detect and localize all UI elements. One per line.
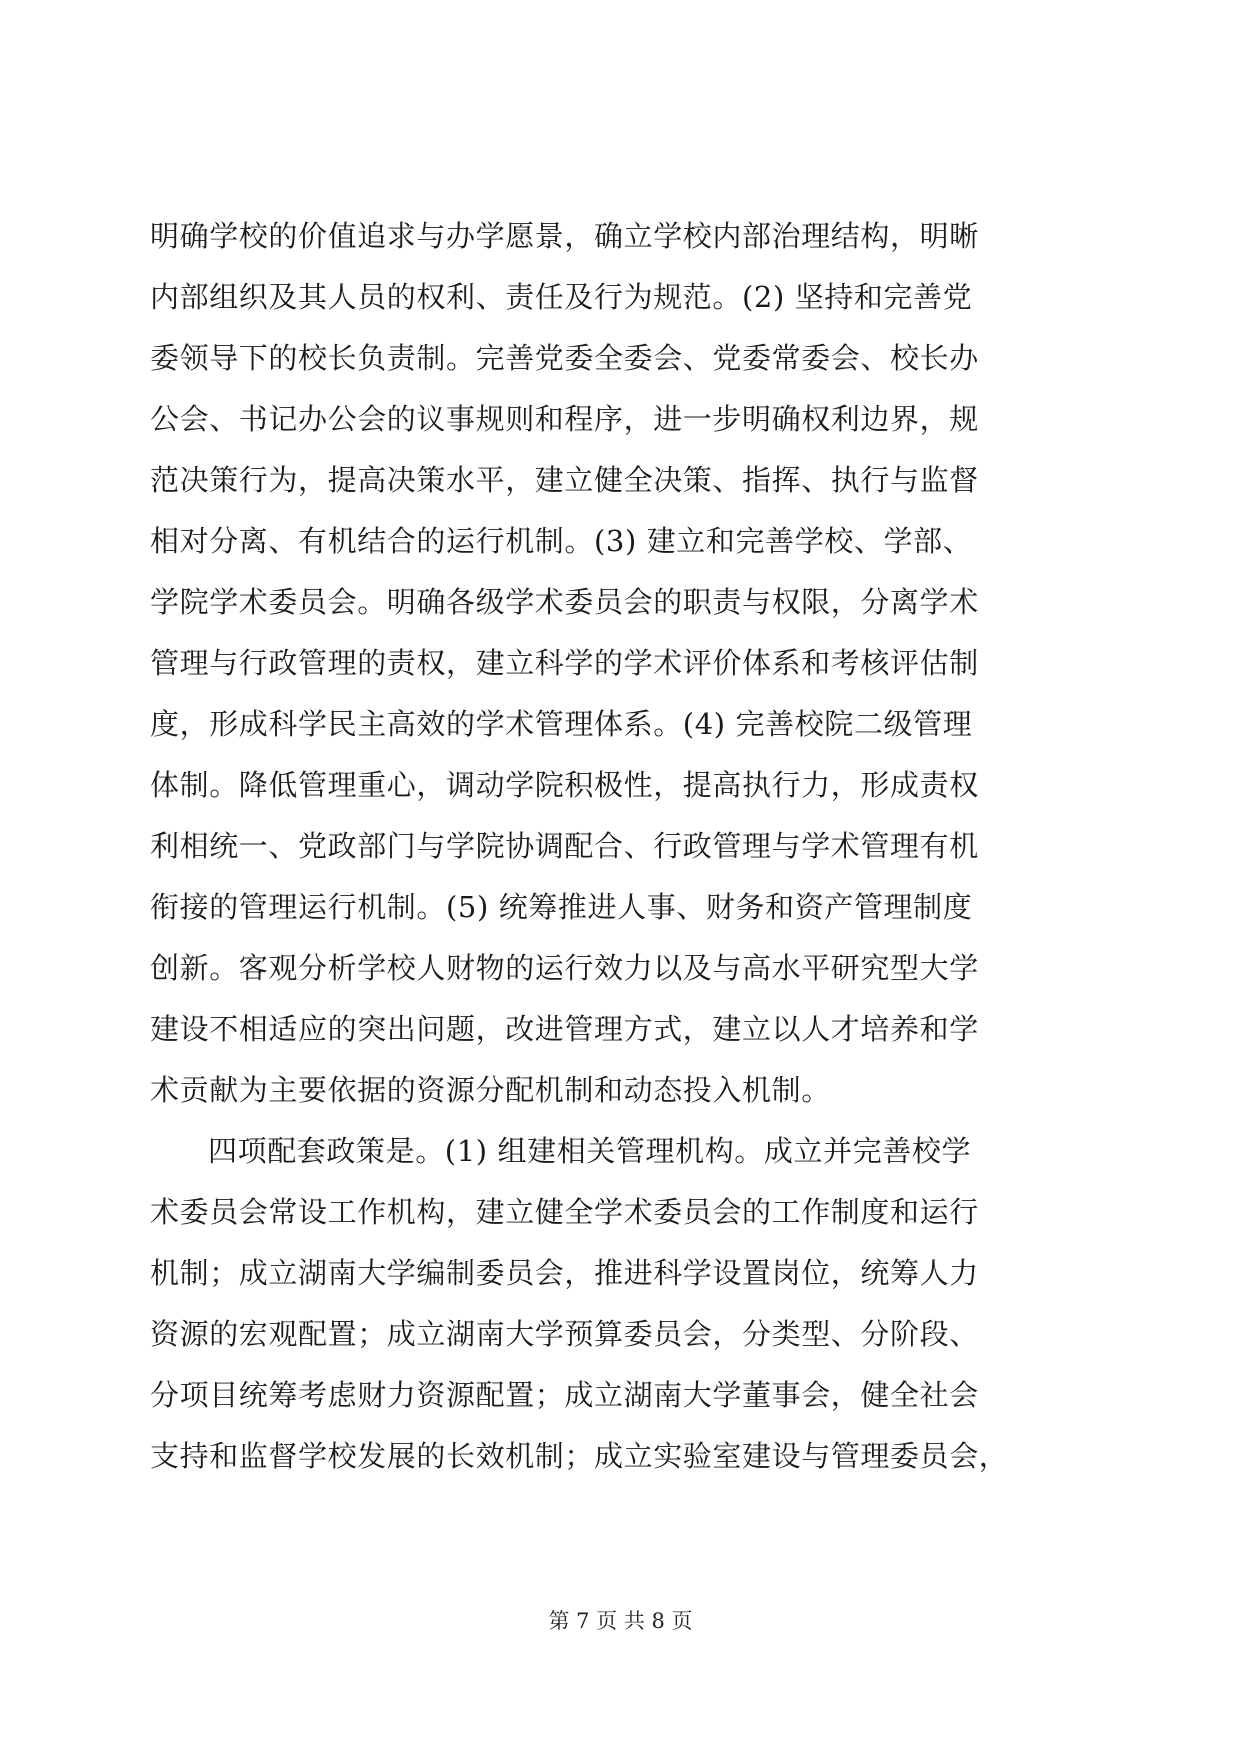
text-line: 内部组织及其人员的权利、责任及行为规范。(2) 坚持和完善党 xyxy=(150,280,973,314)
text-line: 支持和监督学校发展的长效机制；成立实验室建设与管理委员会， xyxy=(150,1439,1009,1473)
text-line: 创新。客观分析学校人财物的运行效力以及与高水平研究型大学 xyxy=(150,951,979,985)
text-line: 委领导下的校长负责制。完善党委全委会、党委常委会、校长办 xyxy=(150,341,979,375)
text-line: 资源的宏观配置；成立湖南大学预算委员会，分类型、分阶段、 xyxy=(150,1317,979,1351)
paragraph-start-line: 四项配套政策是。(1) 组建相关管理机构。成立并完善校学 xyxy=(208,1134,972,1168)
text-line: 体制。降低管理重心，调动学院积极性，提高执行力，形成责权 xyxy=(150,768,979,802)
text-line: 相对分离、有机结合的运行机制。(3) 建立和完善学校、学部、 xyxy=(150,524,973,558)
text-line: 范决策行为，提高决策水平，建立健全决策、指挥、执行与监督 xyxy=(150,463,979,497)
text-line: 度，形成科学民主高效的学术管理体系。(4) 完善校院二级管理 xyxy=(150,707,973,741)
text-line: 机制；成立湖南大学编制委员会，推进科学设置岗位，统筹人力 xyxy=(150,1256,979,1290)
page-footer: 第 7 页 共 8 页 xyxy=(548,1609,693,1633)
text-line: 分项目统筹考虑财力资源配置；成立湖南大学董事会，健全社会 xyxy=(150,1378,979,1412)
text-line: 学院学术委员会。明确各级学术委员会的职责与权限，分离学术 xyxy=(150,585,979,619)
text-line: 利相统一、党政部门与学院协调配合、行政管理与学术管理有机 xyxy=(150,829,979,863)
body-text xyxy=(150,206,1070,1487)
text-line: 明确学校的价值追求与办学愿景，确立学校内部治理结构，明晰 xyxy=(150,219,979,253)
text-line: 建设不相适应的突出问题，改进管理方式，建立以人才培养和学 xyxy=(150,1012,979,1046)
text-line: 衔接的管理运行机制。(5) 统筹推进人事、财务和资产管理制度 xyxy=(150,890,973,924)
text-line: 术贡献为主要依据的资源分配机制和动态投入机制。 xyxy=(150,1073,831,1107)
text-line: 术委员会常设工作机构，建立健全学术委员会的工作制度和运行 xyxy=(150,1195,979,1229)
text-line: 公会、书记办公会的议事规则和程序，进一步明确权利边界，规 xyxy=(150,402,979,436)
text-line: 管理与行政管理的责权，建立科学的学术评价体系和考核评估制 xyxy=(150,646,979,680)
